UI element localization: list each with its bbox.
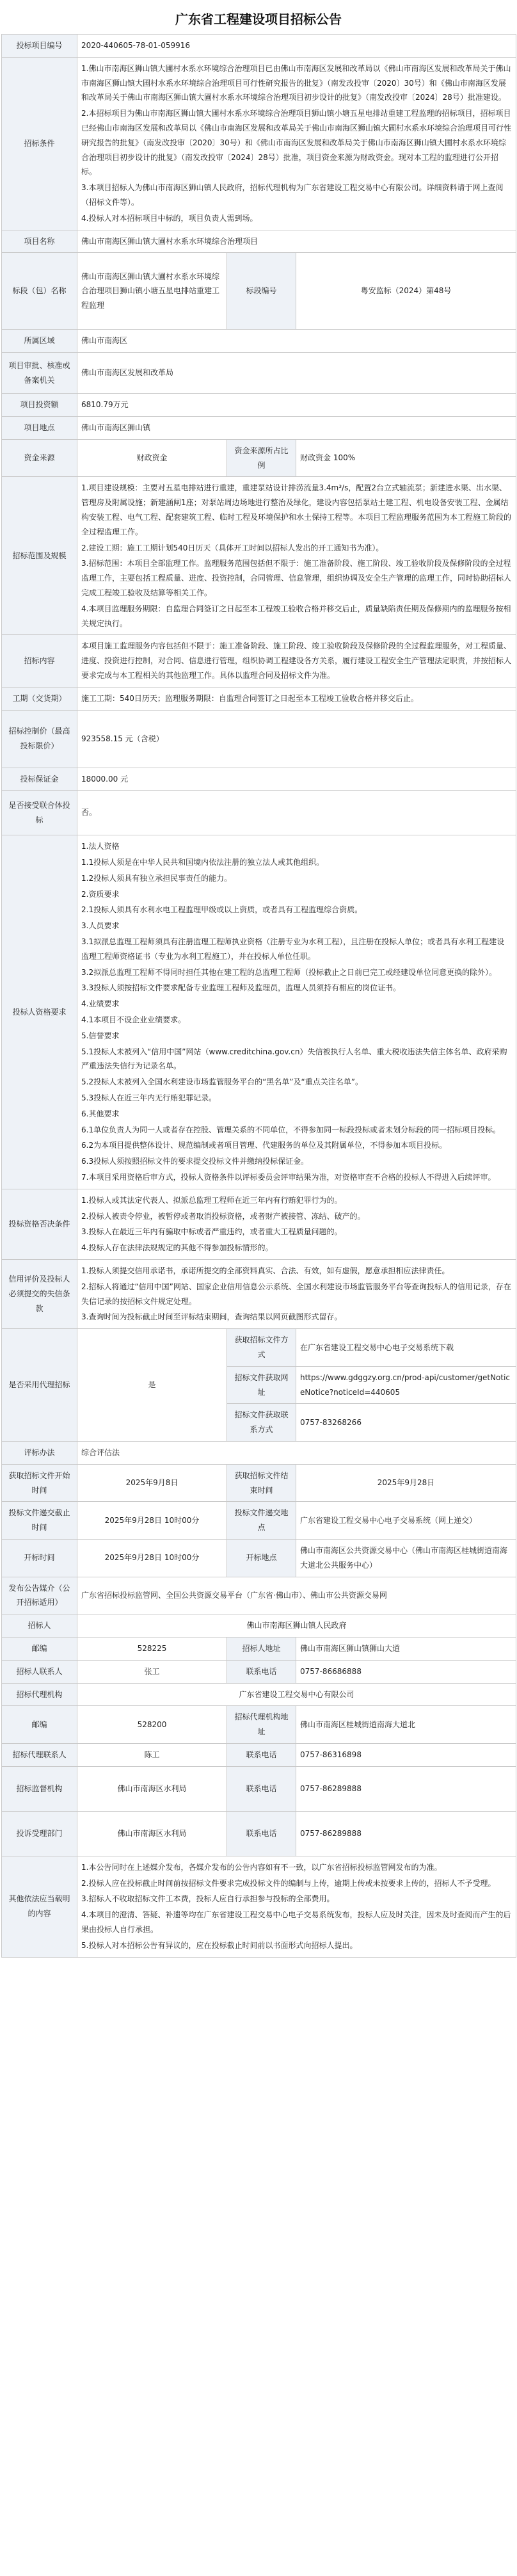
other-para: 4.本项目的澄清、答疑、补遗等均在广东省建设工程交易中心电子交易系统发布，投标人应及时关注，因未及时查阅而产生的后果由投标人自行承担。 [81, 1910, 511, 1934]
row-location [2, 416, 516, 439]
label-tenderer-address: 招标人地址 [227, 1637, 296, 1660]
label-agent-code: 邮编 [2, 1706, 77, 1744]
value-contents [77, 635, 516, 687]
row-complaint [2, 1811, 516, 1856]
value-docs-start: 2025年9月8日 [77, 1464, 227, 1502]
page-title: 广东省工程建设项目招标公告 [175, 12, 342, 27]
requirements-para: 3.3投标人须按招标文件要求配备专业监理工程师及监理员，监理人员须持有相应的岗位证书。 [81, 983, 401, 993]
value-tenderer-code: 528225 [77, 1637, 227, 1660]
label-agent-address: 招标代理机构地址 [227, 1706, 296, 1744]
row-agent-contact [2, 1743, 516, 1766]
requirements-para: 6.其他要求 [81, 1109, 120, 1118]
value-doc-contact: 0757-83268266 [296, 1404, 516, 1442]
label-complaint: 投诉受理部门 [2, 1811, 77, 1856]
row-section [2, 253, 516, 330]
credit-para: 2.招标人将通过“信用中国”网站、国家企业信用信息公示系统、全国水利建设市场监管服务平台等查询投标人的信用记录，存在失信记录的按招标文件规定处理。 [81, 1282, 511, 1306]
row-supervise [2, 1766, 516, 1811]
value-credit [77, 1260, 516, 1329]
label-scope: 招标范围及规模 [2, 477, 77, 635]
row-tenderer-address [2, 1637, 516, 1660]
label-doc-site: 招标文件获取网址 [227, 1366, 296, 1404]
row-opening [2, 1539, 516, 1577]
row-deadline [2, 1502, 516, 1540]
requirements-para: 1.法人资格 [81, 842, 120, 851]
conditions-para: 2.本招标项目为佛山市南海区狮山镇大圃村水系水环境综合治理项目狮山镇小塘五星电排站重建工程监理的招标项目，招标项目已经佛山市南海区发展和改革局以《佛山市南海区发展和改革局关于佛山市南海区狮山镇大圃村水系水环境综合治理项目可行性研究报告的批复》（南发改投审〔2020〕30号）和《佛山市南海区发展和改革局关于佛山市南海区狮山镇大圃村水系水环境综合治理项目初步设计的批复》（南发改投审〔2024〕28号）批准，项目资金来源为财政资金。现对本工程的监理进行公开招标。 [81, 109, 512, 177]
label-tenderer-contact: 招标人联系人 [2, 1660, 77, 1683]
label-method: 评标办法 [2, 1441, 77, 1464]
requirements-para: 5.2投标人未被列入全国水利建设市场监管服务平台的“黑名单”及“重点关注名单”。 [81, 1077, 363, 1087]
row-credit [2, 1260, 516, 1329]
value-project-no: 2020-440605-78-01-059916 [77, 35, 516, 58]
label-other: 其他依法应当载明的内容 [2, 1856, 77, 1957]
label-deadline: 投标文件递交截止时间 [2, 1502, 77, 1540]
label-supervise-phone: 联系电话 [227, 1766, 296, 1811]
value-other [77, 1856, 516, 1957]
conditions-para: 1.佛山市南海区狮山镇大圃村水系水环境综合治理项目已由佛山市南海区发展和改革局以《佛山市南海区发展和改革局关于佛山市南海区狮山镇大圃村水系水环境综合治理项目可行性研究报告的批复》（南发改投审〔2020〕30号）和《佛山市南海区发展和改革局关于佛山市南海区狮山镇大圃村水系水环境综合治理项目初步设计的批复》（南发改投审〔2024〕28号）批准建设。 [81, 63, 511, 102]
row-contents [2, 635, 516, 687]
label-ceiling: 招标控制价（最高投标限价） [2, 710, 77, 768]
label-docs-start: 获取招标文件开始时间 [2, 1464, 77, 1502]
label-project-no: 投标项目编号 [2, 35, 77, 58]
requirements-para: 4.1本项目不设企业业绩要求。 [81, 1015, 186, 1025]
conditions-para: 3.本项目招标人为佛山市南海区狮山镇人民政府，招标代理机构为广东省建设工程交易中心有限公司。详细资料请于网上查阅（招标文件等）。 [81, 183, 504, 207]
value-conditions [77, 57, 516, 230]
value-opening-place: 佛山市南海区公共资源交易中心（佛山市南海区桂城街道南海大道北公共服务中心） [296, 1539, 516, 1577]
value-agent: 广东省建设工程交易中心有限公司 [77, 1683, 516, 1706]
row-agency-1 [2, 1329, 516, 1367]
label-funds: 资金来源 [2, 439, 77, 477]
announcement-table [1, 34, 516, 1958]
label-credit: 信用评价及投标人必须提交的失信条款 [2, 1260, 77, 1329]
label-opening: 开标时间 [2, 1539, 77, 1577]
label-region: 所属区域 [2, 330, 77, 353]
label-funds-pct: 资金来源所占比例 [227, 439, 296, 477]
value-doc-method: 在广东省建设工程交易中心电子交易系统下载 [296, 1329, 516, 1367]
label-agency: 是否采用代理招标 [2, 1329, 77, 1442]
value-scope [77, 477, 516, 635]
contents-para: 本项目施工监理服务内容包括但不限于：施工准备阶段、施工阶段、竣工验收阶段及保修阶段的全过程监理服务，对工程质量、进度、投资进行控制，对合同、信息进行管理，组织协调工程建设各方关系，履行建设工程安全生产管理法定职责，并按招标人要求完成与本工程相关的其他监理工作。具体以监理合同及招标文件为准。 [81, 641, 512, 680]
label-tenderer-code: 邮编 [2, 1637, 77, 1660]
scope-para: 3.招标范围：本项目全部监理工作。监理服务范围包括但不限于：施工准备阶段、施工阶段、竣工验收阶段及保修阶段的全过程监理工作，主要包括工程质量、进度、投资控制，合同管理、信息管理，组织协调及安全生产管理的监理工作，同时协助招标人完成工程竣工验收及结算等相关工作。 [81, 559, 512, 597]
row-deposit [2, 768, 516, 791]
value-method: 综合评估法 [77, 1441, 516, 1464]
other-para: 5.投标人对本招标公告有异议的，应在投标截止时间前以书面形式向招标人提出。 [81, 1940, 358, 1950]
value-deposit: 18000.00 元 [77, 768, 516, 791]
scope-para: 4.本项目监理服务期限：自监理合同签订之日起至本工程竣工验收合格并移交后止，质量缺陷责任期及保修期内的监理服务按相关规定执行。 [81, 604, 511, 628]
row-project-no [2, 35, 516, 58]
requirements-para: 5.3投标人在近三年内无行贿犯罪记录。 [81, 1093, 217, 1103]
value-submit-place: 广东省建设工程交易中心电子交易系统（网上递交） [296, 1502, 516, 1540]
exclusions-para: 4.投标人存在法律法规规定的其他不得参加投标情形的。 [81, 1243, 273, 1253]
row-funds [2, 439, 516, 477]
row-tenderer [2, 1614, 516, 1638]
row-media [2, 1577, 516, 1614]
value-media: 广东省招标投标监管网、全国公共资源交易平台（广东省·佛山市）、佛山市公共资源交易网 [77, 1577, 516, 1614]
label-amount: 项目投资额 [2, 394, 77, 417]
exclusions-para: 2.投标人被责令停业，被暂停或者取消投标资格，或者财产被接管、冻结、破产的。 [81, 1211, 365, 1221]
exclusions-para: 1.投标人或其法定代表人、拟派总监理工程师在近三年内有行贿犯罪行为的。 [81, 1195, 342, 1205]
label-opening-place: 开标地点 [227, 1539, 296, 1577]
value-ceiling: 923558.15 元（含税） [77, 710, 516, 768]
row-other [2, 1856, 516, 1957]
value-tenderer-phone: 0757-86686888 [296, 1660, 516, 1683]
value-supervise-phone: 0757-86289888 [296, 1766, 516, 1811]
scope-para: 1.项目建设规模：主要对五星电排站进行重建，重建泵站设计排涝流量3.4m³/s，配置2台立式轴流泵；新建进水渠、出水渠、管理房及附属设施；新建涵闸1座；对泵站周边场地进行整治及绿化，建设内容包括泵站土建工程、机电设备安装工程、金属结构安装工程、电气工程、配套建筑工程、临时工程及环境保护和水土保持工程等。本项目工程监理服务范围为本工程施工阶段的全过程监理工作。 [81, 483, 512, 536]
label-agent-contact: 招标代理联系人 [2, 1743, 77, 1766]
value-joint: 否。 [77, 791, 516, 835]
label-section-code: 标段编号 [227, 253, 296, 330]
row-project-name [2, 230, 516, 253]
conditions-para: 4.投标人对本招标项目中标的，项目负责人需到场。 [81, 213, 258, 223]
row-method [2, 1441, 516, 1464]
label-supervise: 招标监督机构 [2, 1766, 77, 1811]
label-complaint-phone: 联系电话 [227, 1811, 296, 1856]
value-exclusions [77, 1189, 516, 1259]
value-tenderer-contact: 张工 [77, 1660, 227, 1683]
requirements-para: 1.1投标人须是在中华人民共和国境内依法注册的独立法人或其他组织。 [81, 858, 324, 867]
value-deadline: 2025年9月28日 10时00分 [77, 1502, 227, 1540]
requirements-para: 3.人员要求 [81, 921, 120, 931]
requirements-para: 2.资质要求 [81, 889, 120, 899]
value-agent-contact: 陈工 [77, 1743, 227, 1766]
label-submit-place: 投标文件递交地点 [227, 1502, 296, 1540]
label-agent-phone: 联系电话 [227, 1743, 296, 1766]
row-period [2, 687, 516, 710]
value-period: 施工工期：540日历天；监理服务期限：自监理合同签订之日起至本工程竣工验收合格并移交后止。 [77, 687, 516, 710]
label-docs-end: 获取招标文件结束时间 [227, 1464, 296, 1502]
label-section: 标段（包）名称 [2, 253, 77, 330]
value-section-code: 粤安监标（2024）第48号 [296, 253, 516, 330]
row-ceiling [2, 710, 516, 768]
row-tenderer-contact [2, 1660, 516, 1683]
value-agent-address: 佛山市南海区桂城街道南海大道北 [296, 1706, 516, 1744]
requirements-para: 5.1投标人未被列入“信用中国”网站（www.creditchina.gov.cn）失信被执行人名单、重大税收违法失信主体名单、政府采购严重违法失信行为记录名单。 [81, 1047, 507, 1071]
other-para: 1.本公告同时在上述媒介发布，各媒介发布的公告内容如有不一致，以广东省招标投标监管网发布的为准。 [81, 1862, 442, 1872]
value-agent-phone: 0757-86316898 [296, 1743, 516, 1766]
value-opening: 2025年9月28日 10时00分 [77, 1539, 227, 1577]
value-requirements [77, 835, 516, 1189]
label-requirements: 投标人资格要求 [2, 835, 77, 1189]
label-conditions: 招标条件 [2, 57, 77, 230]
row-approval [2, 353, 516, 394]
value-agent-code: 528200 [77, 1706, 227, 1744]
row-conditions [2, 57, 516, 230]
requirements-para: 6.2为本项目提供整体设计、规范编制或者项目管理、代建服务的单位及其附属单位，不得参加本项目投标。 [81, 1141, 447, 1150]
label-tenderer-phone: 联系电话 [227, 1660, 296, 1683]
requirements-para: 3.1拟派总监理工程师须具有注册监理工程师执业资格（注册专业为水利工程），且注册在投标人单位；或者具有水利工程建设监理工程师资格证书（专业为水利工程施工），并在投标人单位任职。 [81, 937, 505, 961]
row-requirements [2, 835, 516, 1189]
value-funds: 财政资金 [77, 439, 227, 477]
label-media: 发布公告媒介（公开招标适用） [2, 1577, 77, 1614]
value-section: 佛山市南海区狮山镇大圃村水系水环境综合治理项目狮山镇小塘五星电排站重建工程监理 [77, 253, 227, 330]
row-region [2, 330, 516, 353]
label-deposit: 投标保证金 [2, 768, 77, 791]
label-doc-method: 获取招标文件方式 [227, 1329, 296, 1367]
value-amount: 6810.79万元 [77, 394, 516, 417]
requirements-para: 3.2拟派总监理工程师不得同时担任其他在建工程的总监理工程师（投标截止之日前已完工或经建设单位同意更换的除外）。 [81, 967, 497, 977]
label-joint: 是否接受联合体投标 [2, 791, 77, 835]
value-funds-pct: 财政资金 100% [296, 439, 516, 477]
row-agent-address [2, 1706, 516, 1744]
requirements-para: 7.本项目采用资格后审方式，投标人资格条件以评标委员会评审结果为准，对资格审查不合格的投标人不得进入后续评审。 [81, 1173, 496, 1182]
row-scope [2, 477, 516, 635]
value-docs-end: 2025年9月28日 [296, 1464, 516, 1502]
value-approval: 佛山市南海区发展和改革局 [77, 353, 516, 394]
requirements-para: 6.3投标人须按照招标文件的要求提交投标文件并缴纳投标保证金。 [81, 1157, 309, 1166]
value-location: 佛山市南海区狮山镇 [77, 416, 516, 439]
label-exclusions: 投标资格否决条件 [2, 1189, 77, 1259]
label-doc-contact: 招标文件获取联系方式 [227, 1404, 296, 1442]
requirements-para: 6.1单位负责人为同一人或者存在控股、管理关系的不同单位，不得参加同一标段投标或者未划分标段的同一招标项目投标。 [81, 1125, 501, 1134]
row-docs-time [2, 1464, 516, 1502]
value-region: 佛山市南海区 [77, 330, 516, 353]
value-complaint-phone: 0757-86289888 [296, 1811, 516, 1856]
label-approval: 项目审批、核准或备案机关 [2, 353, 77, 394]
label-agent: 招标代理机构 [2, 1683, 77, 1706]
value-agency: 是 [77, 1329, 227, 1442]
value-doc-site[interactable]: https://www.gdggzy.org.cn/prod-api/customer/getNoticeNotice?noticeId=440605 [296, 1366, 516, 1404]
label-location: 项目地点 [2, 416, 77, 439]
other-para: 3.招标人不收取招标文件工本费，投标人应自行承担参与投标的全部费用。 [81, 1894, 335, 1904]
scope-para: 2.建设工期：施工工期计划540日历天（具体开工时间以招标人发出的开工通知书为准）。 [81, 543, 384, 552]
requirements-para: 4.业绩要求 [81, 999, 120, 1009]
requirements-para: 2.1投标人须具有水利水电工程监理甲级或以上资质，或者具有工程监理综合资质。 [81, 905, 363, 915]
row-exclusions [2, 1189, 516, 1259]
requirements-para: 5.信誉要求 [81, 1031, 120, 1040]
value-supervise: 佛山市南海区水利局 [77, 1766, 227, 1811]
credit-para: 1.投标人须提交信用承诺书，承诺所提交的全部资料真实、合法、有效，如有虚假，愿意承担相应法律责任。 [81, 1266, 450, 1276]
exclusions-para: 3.投标人在最近三年内有骗取中标或者严重违约，或者重大工程质量问题的。 [81, 1227, 342, 1237]
other-para: 2.投标人应在投标截止时间前按招标文件要求完成投标文件的编制与上传，逾期上传或未按要求上传的，招标人不予受理。 [81, 1878, 496, 1888]
label-project-name: 项目名称 [2, 230, 77, 253]
label-tenderer: 招标人 [2, 1614, 77, 1638]
requirements-para: 1.2投标人须具有独立承担民事责任的能力。 [81, 873, 232, 883]
label-contents: 招标内容 [2, 635, 77, 687]
row-amount [2, 394, 516, 417]
credit-para: 3.查询时间为投标截止时间至评标结束期间，查询结果以网页截图形式留存。 [81, 1312, 342, 1322]
value-project-name: 佛山市南海区狮山镇大圃村水系水环境综合治理项目 [77, 230, 516, 253]
label-period: 工期（交货期） [2, 687, 77, 710]
value-tenderer: 佛山市南海区狮山镇人民政府 [77, 1614, 516, 1638]
value-complaint: 佛山市南海区水利局 [77, 1811, 227, 1856]
value-tenderer-address: 佛山市南海区狮山镇狮山大道 [296, 1637, 516, 1660]
row-agent [2, 1683, 516, 1706]
row-joint [2, 791, 516, 835]
